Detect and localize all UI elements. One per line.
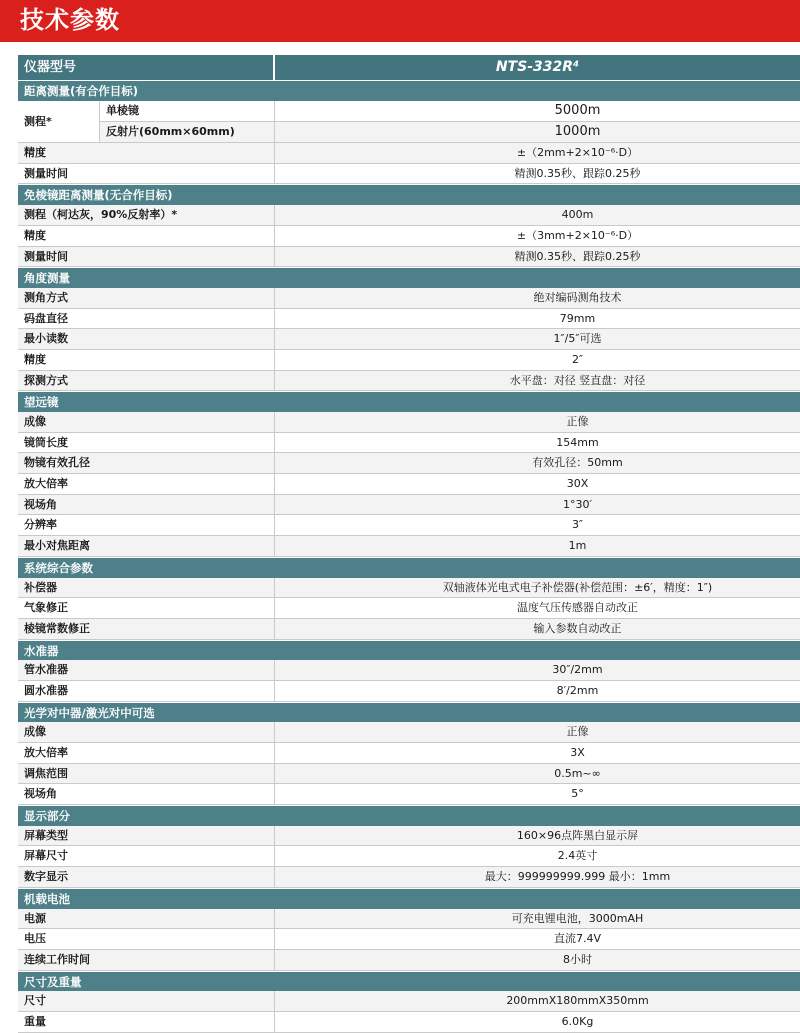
spec-value: 1m bbox=[568, 539, 587, 553]
spec-value: 400m bbox=[561, 208, 594, 222]
section-header: 光学对中器/激光对中可选 bbox=[18, 702, 800, 723]
spec-row bbox=[18, 867, 800, 888]
spec-label: 镜筒长度 bbox=[18, 433, 275, 453]
spec-value: 8小时 bbox=[563, 952, 592, 966]
model-value: NTS-332R⁴ bbox=[495, 59, 580, 75]
spec-row bbox=[18, 909, 800, 930]
spec-value: 160×96点阵黑白显示屏 bbox=[516, 828, 639, 842]
spec-value: 直流7.4V bbox=[553, 932, 602, 946]
section-header: 角度测量 bbox=[18, 267, 800, 288]
spec-value: 精测0.35秒、跟踪0.25秒 bbox=[514, 166, 641, 180]
spec-value: 水平盘：对径 竖直盘：对径 bbox=[509, 373, 646, 387]
section-rows bbox=[18, 722, 800, 805]
spec-row bbox=[18, 474, 800, 495]
spec-row bbox=[18, 764, 800, 785]
section-header: 免棱镜距离测量(无合作目标) bbox=[18, 184, 800, 205]
spec-label: 补偿器 bbox=[18, 578, 275, 598]
spec-row bbox=[18, 164, 800, 185]
spec-label: 测程（柯达灰，90%反射率）* bbox=[18, 205, 275, 225]
model-header-row bbox=[18, 55, 800, 80]
spec-value: ±（3mm+2×10⁻⁶·D） bbox=[516, 228, 639, 242]
section-rows bbox=[18, 578, 800, 640]
spec-label: 精度 bbox=[18, 143, 275, 163]
spec-label: 最小对焦距离 bbox=[18, 536, 275, 556]
spec-label: 圆水准器 bbox=[18, 681, 275, 701]
spec-value: 1°30′ bbox=[563, 497, 592, 511]
spec-row bbox=[18, 226, 800, 247]
spec-value: 有效孔径：50mm bbox=[532, 456, 623, 470]
section-header: 机载电池 bbox=[18, 888, 800, 909]
subrow-label: 反射片(60mm×60mm) bbox=[100, 122, 275, 142]
spec-label: 最小读数 bbox=[18, 329, 275, 349]
range-subrow bbox=[100, 101, 800, 122]
spec-label: 成像 bbox=[18, 722, 275, 742]
spec-row bbox=[18, 536, 800, 557]
spec-label: 分辨率 bbox=[18, 515, 275, 535]
spec-value: 79mm bbox=[559, 311, 596, 325]
spec-label: 重量 bbox=[18, 1012, 275, 1032]
spec-value: 0.5m~∞ bbox=[554, 766, 601, 780]
range-subrow bbox=[100, 122, 800, 142]
spec-row bbox=[18, 453, 800, 474]
spec-value: 输入参数自动改正 bbox=[533, 621, 622, 635]
spec-label: 测角方式 bbox=[18, 288, 275, 308]
spec-row bbox=[18, 598, 800, 619]
range-subrows bbox=[100, 101, 800, 142]
spec-row bbox=[18, 660, 800, 681]
spec-label: 视场角 bbox=[18, 495, 275, 515]
spec-label: 码盘直径 bbox=[18, 309, 275, 329]
spec-value: 正像 bbox=[566, 415, 589, 429]
section-header: 尺寸及重量 bbox=[18, 971, 800, 992]
section-rows bbox=[18, 660, 800, 701]
spec-label: 屏幕尺寸 bbox=[18, 846, 275, 866]
spec-label: 电源 bbox=[18, 909, 275, 929]
spec-row bbox=[18, 205, 800, 226]
spec-row bbox=[18, 371, 800, 392]
section-rows bbox=[18, 143, 800, 184]
spec-row bbox=[18, 743, 800, 764]
spec-value: 温度气压传感器自动改正 bbox=[517, 601, 638, 615]
spec-value: 3″ bbox=[571, 518, 584, 532]
spec-row bbox=[18, 309, 800, 330]
spec-label: 探测方式 bbox=[18, 371, 275, 391]
section-header: 望远镜 bbox=[18, 391, 800, 412]
spec-value: 2.4英寸 bbox=[557, 849, 598, 863]
section-header: 显示部分 bbox=[18, 805, 800, 826]
spec-value: 200mmX180mmX350mm bbox=[506, 994, 649, 1008]
spec-label: 尺寸 bbox=[18, 991, 275, 1011]
range-label: 测程* bbox=[18, 101, 100, 142]
subrow-value: 5000m bbox=[554, 102, 601, 118]
spec-label: 精度 bbox=[18, 226, 275, 246]
spec-label: 棱镜常数修正 bbox=[18, 619, 275, 639]
spec-label: 放大倍率 bbox=[18, 743, 275, 763]
section-header: 系统综合参数 bbox=[18, 557, 800, 578]
spec-label: 电压 bbox=[18, 929, 275, 949]
section-rows bbox=[18, 909, 800, 971]
model-label: 仪器型号 bbox=[18, 55, 275, 80]
section-rows bbox=[18, 412, 800, 557]
spec-label: 放大倍率 bbox=[18, 474, 275, 494]
spec-row bbox=[18, 722, 800, 743]
spec-row bbox=[18, 433, 800, 454]
spec-value: 正像 bbox=[566, 725, 589, 739]
page-title: 技术参数 bbox=[0, 0, 800, 42]
spec-value: 30″/2mm bbox=[552, 663, 603, 677]
spec-row bbox=[18, 991, 800, 1012]
spec-value: 2″ bbox=[571, 352, 584, 366]
spec-value: 绝对编码测角技术 bbox=[533, 290, 622, 304]
spec-row bbox=[18, 515, 800, 536]
spec-row bbox=[18, 784, 800, 805]
spec-label: 连续工作时间 bbox=[18, 950, 275, 970]
spec-row bbox=[18, 578, 800, 599]
spec-label: 数字显示 bbox=[18, 867, 275, 887]
spec-row bbox=[18, 950, 800, 971]
spec-value: 双轴液体光电式电子补偿器(补偿范围：±6′，精度：1″) bbox=[442, 580, 713, 594]
spec-value: 3X bbox=[570, 746, 585, 760]
spec-label: 成像 bbox=[18, 412, 275, 432]
spec-row bbox=[18, 1012, 800, 1033]
spec-label: 屏幕类型 bbox=[18, 826, 275, 846]
spec-value: 6.0Kg bbox=[561, 1014, 594, 1028]
section-rows bbox=[18, 288, 800, 391]
spec-row bbox=[18, 619, 800, 640]
spec-value: 154mm bbox=[556, 435, 599, 449]
spec-row bbox=[18, 247, 800, 268]
spec-value: 可充电锂电池，3000mAH bbox=[511, 911, 644, 925]
section-rows bbox=[18, 991, 800, 1032]
spec-row bbox=[18, 143, 800, 164]
spec-row bbox=[18, 846, 800, 867]
range-group bbox=[18, 101, 800, 143]
spec-value: ±（2mm+2×10⁻⁶·D） bbox=[516, 146, 639, 160]
spec-row bbox=[18, 495, 800, 516]
subrow-label: 单棱镜 bbox=[100, 101, 275, 121]
subrow-value: 1000m bbox=[554, 123, 601, 139]
spec-label: 气象修正 bbox=[18, 598, 275, 618]
spec-value: 8′/2mm bbox=[556, 683, 599, 697]
spec-label: 调焦范围 bbox=[18, 764, 275, 784]
spec-label: 视场角 bbox=[18, 784, 275, 804]
spec-label: 精度 bbox=[18, 350, 275, 370]
spec-row bbox=[18, 288, 800, 309]
spec-value: 5° bbox=[571, 787, 584, 801]
spec-label: 测量时间 bbox=[18, 164, 275, 184]
spec-row bbox=[18, 681, 800, 702]
section-header: 水准器 bbox=[18, 640, 800, 661]
spec-table bbox=[18, 55, 800, 1033]
section-header: 距离测量(有合作目标) bbox=[18, 80, 800, 101]
spec-row bbox=[18, 412, 800, 433]
spec-label: 管水准器 bbox=[18, 660, 275, 680]
section-rows bbox=[18, 205, 800, 267]
spec-value: 30X bbox=[566, 477, 589, 491]
spec-row bbox=[18, 826, 800, 847]
spec-row bbox=[18, 350, 800, 371]
spec-value: 最大：999999999.999 最小：1mm bbox=[484, 870, 671, 884]
spec-value: 1″/5″可选 bbox=[553, 332, 602, 346]
spec-label: 测量时间 bbox=[18, 247, 275, 267]
spec-row bbox=[18, 329, 800, 350]
spec-row bbox=[18, 929, 800, 950]
spec-value: 精测0.35秒、跟踪0.25秒 bbox=[514, 249, 641, 263]
section-rows bbox=[18, 826, 800, 888]
spec-label: 物镜有效孔径 bbox=[18, 453, 275, 473]
